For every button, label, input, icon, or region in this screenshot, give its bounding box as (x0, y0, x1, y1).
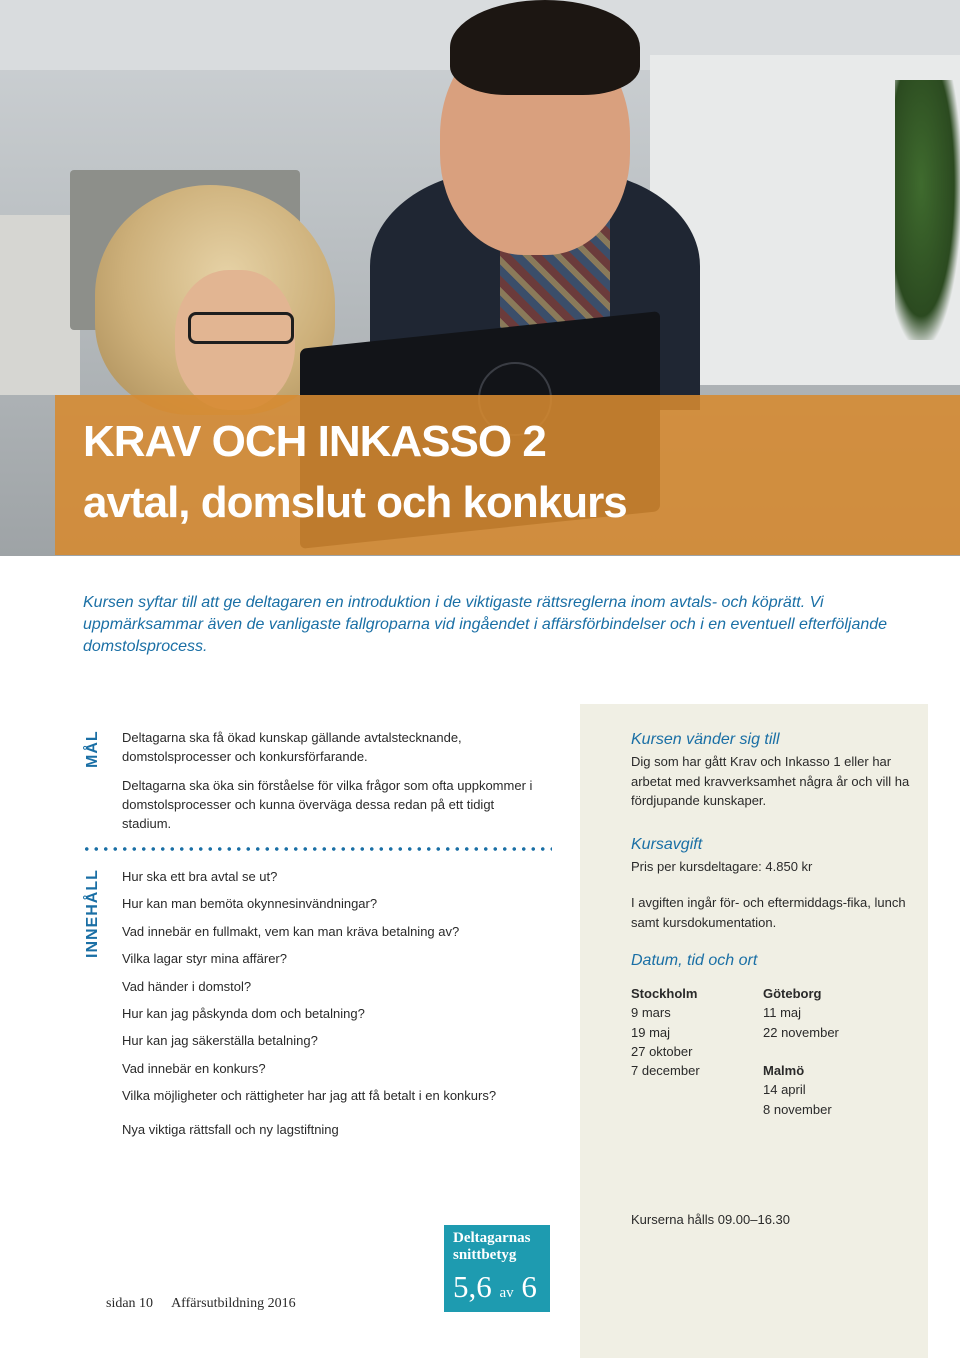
contents-item: Hur kan jag påskynda dom och betalning? (122, 1005, 365, 1021)
course-times: Kurserna hålls 09.00–16.30 (631, 1212, 791, 1227)
contents-item: Hur ska ett bra avtal se ut? (122, 869, 278, 884)
course-date: 14 april (763, 1082, 806, 1098)
schedule-heading: Datum, tid och ort (631, 952, 758, 969)
rating-badge (444, 1225, 550, 1312)
course-date: 9 mars (631, 1005, 671, 1021)
contents-item: Vad innebär en konkurs? (122, 1060, 266, 1076)
audience-heading: Kursen vänder sig till (631, 731, 780, 748)
rating-label: Deltagarnas snittbetyg (453, 1230, 531, 1263)
goal-item: Deltagarna ska få ökad kunskap gällande avtalstecknande, domstolsprocesser och konkursförfarande. (122, 730, 462, 764)
contents-item: Nya viktiga rättsfall och ny lagstiftning (122, 1121, 339, 1137)
contents-item: Hur kan jag säkerställa betalning? (122, 1033, 318, 1049)
page-number: sidan 10 (106, 1296, 154, 1311)
course-date: 7 december (631, 1063, 700, 1079)
intro-text: Kursen syftar till att ge deltagaren en introduktion i de viktigaste rättsreglerna inom avtals- och köprätt. Vi uppmärksammar även de vanligaste fallgroparna vid ingåendet i affärsförbindelser och i en eventuell efterföljande domstolsprocess. (83, 594, 888, 655)
contents-item: Vilka möjligheter och rättigheter har jag att få betalt i en konkurs? (122, 1088, 497, 1104)
course-date: 27 oktober (631, 1043, 693, 1059)
city-name: Stockholm (631, 986, 698, 1001)
course-date: 8 november (763, 1101, 832, 1117)
contents-label: INNEHÅLL (84, 869, 101, 958)
schedule-stockholm (631, 984, 761, 1080)
glasses (188, 312, 294, 344)
fee-heading: Kursavgift (631, 835, 703, 853)
publication-name: Affärsutbildning 2016 (171, 1296, 296, 1311)
page-subtitle: avtal, domslut och konkurs (83, 478, 627, 527)
contents-item: Vad innebär en fullmakt, vem kan man kräva betalning av? (122, 923, 460, 939)
page-footer (106, 1296, 314, 1312)
course-date: 11 maj (763, 1005, 802, 1021)
fee-price: Pris per kursdeltagare: 4.850 kr (631, 858, 813, 874)
city-name: Göteborg (763, 986, 822, 1001)
course-date: 19 maj (631, 1024, 671, 1040)
course-date: 22 november (763, 1024, 839, 1040)
rating-score: 5,6 av 6 (453, 1269, 537, 1304)
info-panel (580, 704, 928, 1358)
info-panel-content (631, 730, 911, 971)
contents-list (122, 867, 562, 1147)
contents-item: Vilka lagar styr mina affärer? (122, 951, 287, 967)
office-shelf (0, 215, 80, 395)
contents-item: Vad händer i domstol? (122, 978, 252, 994)
goal-item: Deltagarna ska öka sin förståelse för vilka frågor som ofta uppkommer i domstolsprocesser och kunna överväga dessa redan på ett tidigt stadium. (122, 778, 533, 831)
goals-section (122, 728, 542, 843)
schedule-goteborg (763, 984, 893, 1119)
goals-label: MÅL (84, 730, 101, 768)
man-hair (450, 0, 640, 95)
dotted-divider (82, 846, 552, 852)
contents-item: Hur kan man bemöta okynnesinvändningar? (122, 896, 378, 912)
fee-includes: I avgiften ingår för- och eftermiddags-fika, lunch samt kursdokumentation. (631, 895, 906, 930)
plant (895, 80, 960, 340)
city-name: Malmö (763, 1063, 805, 1079)
audience-text: Dig som har gått Krav och Inkasso 1 eller har arbetat med kravverksamhet några år och vill ha fördjupande kunskaper. (631, 754, 910, 808)
page-title: KRAV OCH INKASSO 2 (83, 417, 546, 466)
